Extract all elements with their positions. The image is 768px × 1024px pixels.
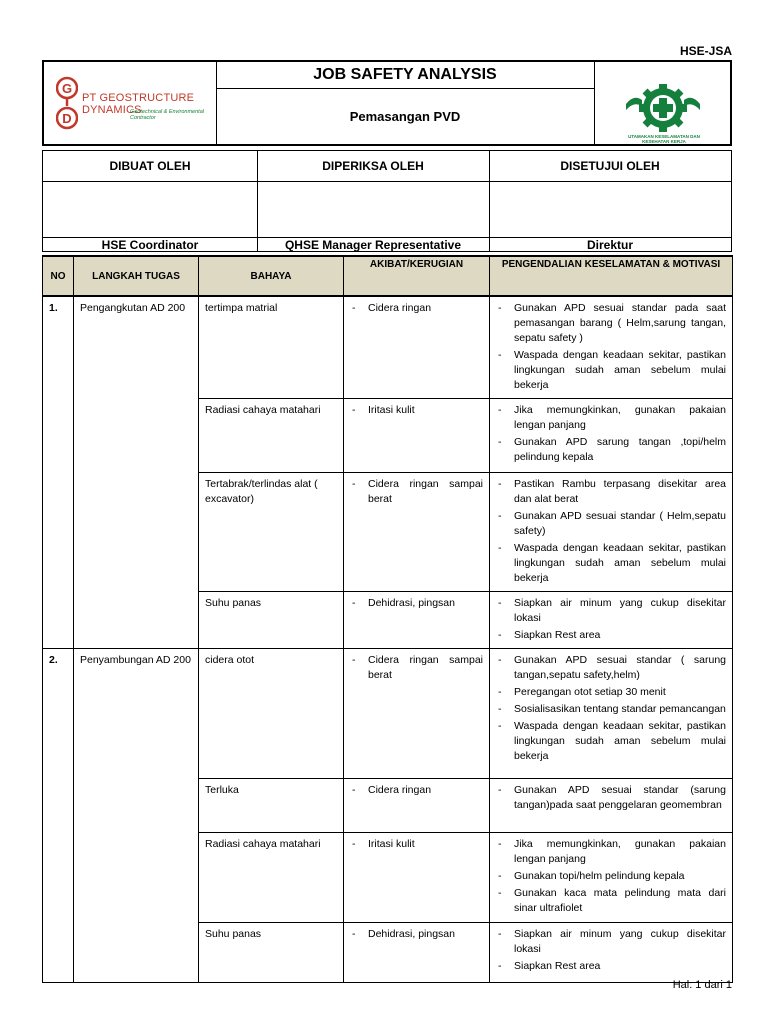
control-item: - Gunakan APD sesuai standar pada saat pemasangan barang ( Helm,sarung tangan, sepatu safety ) xyxy=(496,301,726,346)
signature-header: DIPERIKSA OLEH xyxy=(257,151,489,182)
company-name: PT GEOSTRUCTURE DYNAMICS xyxy=(82,92,195,116)
consequence-item: - Cidera ringan xyxy=(350,301,483,316)
hazard: Tertabrak/terlindas alat ( excavator) xyxy=(199,473,344,592)
signature-column xyxy=(489,151,731,251)
svg-text:G: G xyxy=(61,81,73,96)
document-header xyxy=(42,60,732,146)
signature-column xyxy=(43,151,258,251)
gd-logo-icon xyxy=(56,70,78,136)
col-header-task: LANGKAH TUGAS xyxy=(74,256,199,296)
control-item: - Sosialisasikan tentang standar pemancangan xyxy=(496,702,726,717)
signature-column xyxy=(257,151,490,251)
control-item: - Gunakan topi/helm pelindung kepala xyxy=(496,869,726,884)
consequence xyxy=(344,923,490,983)
signature-role: Direktur xyxy=(586,238,633,252)
document-title: JOB SAFETY ANALYSIS xyxy=(216,62,594,89)
control-item: - Pastikan Rambu terpasang disekitar area dan alat berat xyxy=(496,477,726,507)
control-item: - Gunakan APD sesuai standar ( Helm,sepatu safety) xyxy=(496,509,726,539)
hazard: Radiasi cahaya matahari xyxy=(199,399,344,473)
consequence-item: - Cidera ringan xyxy=(350,783,483,798)
signature-block xyxy=(42,150,732,252)
control-item: - Siapkan air minum yang cukup disekitar lokasi xyxy=(496,596,726,626)
consequence-item: - Iritasi kulit xyxy=(350,837,483,852)
control-item: - Siapkan Rest area xyxy=(496,959,726,974)
step-number: 1. xyxy=(43,296,74,649)
control-item: - Waspada dengan keadaan sekitar, pastikan lingkungan sudah aman sebelum mulai bekerja xyxy=(496,541,726,586)
control-item: - Gunakan APD sarung tangan ,topi/helm pelindung kepala xyxy=(496,435,726,465)
consequence-item: - Cidera ringan sampai berat xyxy=(350,477,483,507)
control-item: - Jika memungkinkan, gunakan pakaian lengan panjang xyxy=(496,837,726,867)
hazard: cidera otot xyxy=(199,649,344,779)
consequence xyxy=(344,296,490,399)
step-number: 2. xyxy=(43,649,74,983)
document-subtitle: Pemasangan PVD xyxy=(349,109,461,124)
consequence-item: - Dehidrasi, pingsan xyxy=(350,927,483,942)
control-item: - Gunakan APD sesuai standar (sarung tangan)pada saat penggelaran geomembran xyxy=(496,783,726,813)
consequence xyxy=(344,649,490,779)
consequence xyxy=(344,592,490,649)
control-item: - Waspada dengan keadaan sekitar, pastikan lingkungan sudah aman sebelum mulai bekerja xyxy=(496,348,726,393)
hazard: Suhu panas xyxy=(199,923,344,983)
control-measures xyxy=(490,473,733,592)
hazard: Terluka xyxy=(199,779,344,833)
control-item: - Gunakan kaca mata pelindung mata dari sinar ultrafiolet xyxy=(496,886,726,916)
consequence xyxy=(344,833,490,923)
signature-space xyxy=(489,182,731,238)
k3-seal-text: UTAMAKAN KESELAMATAN DAN KESEHATAN KERJA xyxy=(628,134,700,144)
table-row xyxy=(43,296,733,399)
consequence-item: - Dehidrasi, pingsan xyxy=(350,596,483,611)
page-number: Hal: 1 dari 1 xyxy=(672,979,732,991)
title-cell xyxy=(216,62,595,144)
control-measures xyxy=(490,649,733,779)
signature-header: DISETUJUI OLEH xyxy=(489,151,731,182)
control-measures xyxy=(490,833,733,923)
control-measures xyxy=(490,923,733,983)
col-header-hazard: BAHAYA xyxy=(199,256,344,296)
consequence-item: - Iritasi kulit xyxy=(350,403,483,418)
control-measures xyxy=(490,592,733,649)
consequence xyxy=(344,473,490,592)
signature-role: HSE Coordinator xyxy=(101,238,199,252)
control-measures xyxy=(490,399,733,473)
table-row xyxy=(43,649,733,779)
svg-text:D: D xyxy=(62,111,72,126)
control-measures xyxy=(490,779,733,833)
task-step: Pengangkutan AD 200 xyxy=(74,296,199,649)
col-header-control: PENGENDALIAN KESELAMATAN & MOTIVASI xyxy=(490,256,733,296)
company-tagline: Geotechnical & Environmental Contractor xyxy=(130,109,204,121)
jsa-table xyxy=(42,255,733,983)
k3-gear-cross-icon xyxy=(624,84,702,132)
col-header-no: NO xyxy=(43,256,74,296)
jsa-table-body xyxy=(43,296,733,983)
control-measures xyxy=(490,296,733,399)
control-item: - Jika memungkinkan, gunakan pakaian lengan panjang xyxy=(496,403,726,433)
signature-space xyxy=(257,182,489,238)
hazard: tertimpa matrial xyxy=(199,296,344,399)
consequence xyxy=(344,399,490,473)
control-item: - Siapkan air minum yang cukup disekitar lokasi xyxy=(496,927,726,957)
hazard: Radiasi cahaya matahari xyxy=(199,833,344,923)
consequence xyxy=(344,779,490,833)
col-header-consequence: AKIBAT/KERUGIAN xyxy=(344,256,490,296)
control-item: - Peregangan otot setiap 30 menit xyxy=(496,685,726,700)
consequence-item: - Cidera ringan sampai berat xyxy=(350,653,483,683)
control-item: - Siapkan Rest area xyxy=(496,628,726,643)
signature-space xyxy=(43,182,257,238)
signature-role: QHSE Manager Representative xyxy=(284,238,462,252)
hazard: Suhu panas xyxy=(199,592,344,649)
k3-seal xyxy=(594,62,730,144)
company-logo xyxy=(44,62,217,144)
task-step: Penyambungan AD 200 xyxy=(74,649,199,983)
table-header-row xyxy=(43,256,733,296)
document-code: HSE-JSA xyxy=(679,44,732,58)
signature-header: DIBUAT OLEH xyxy=(43,151,257,182)
control-item: - Gunakan APD sesuai standar ( sarung tangan,sepatu safety,helm) xyxy=(496,653,726,683)
control-item: - Waspada dengan keadaan sekitar, pastikan lingkungan sudah aman sebelum mulai bekerja xyxy=(496,719,726,764)
